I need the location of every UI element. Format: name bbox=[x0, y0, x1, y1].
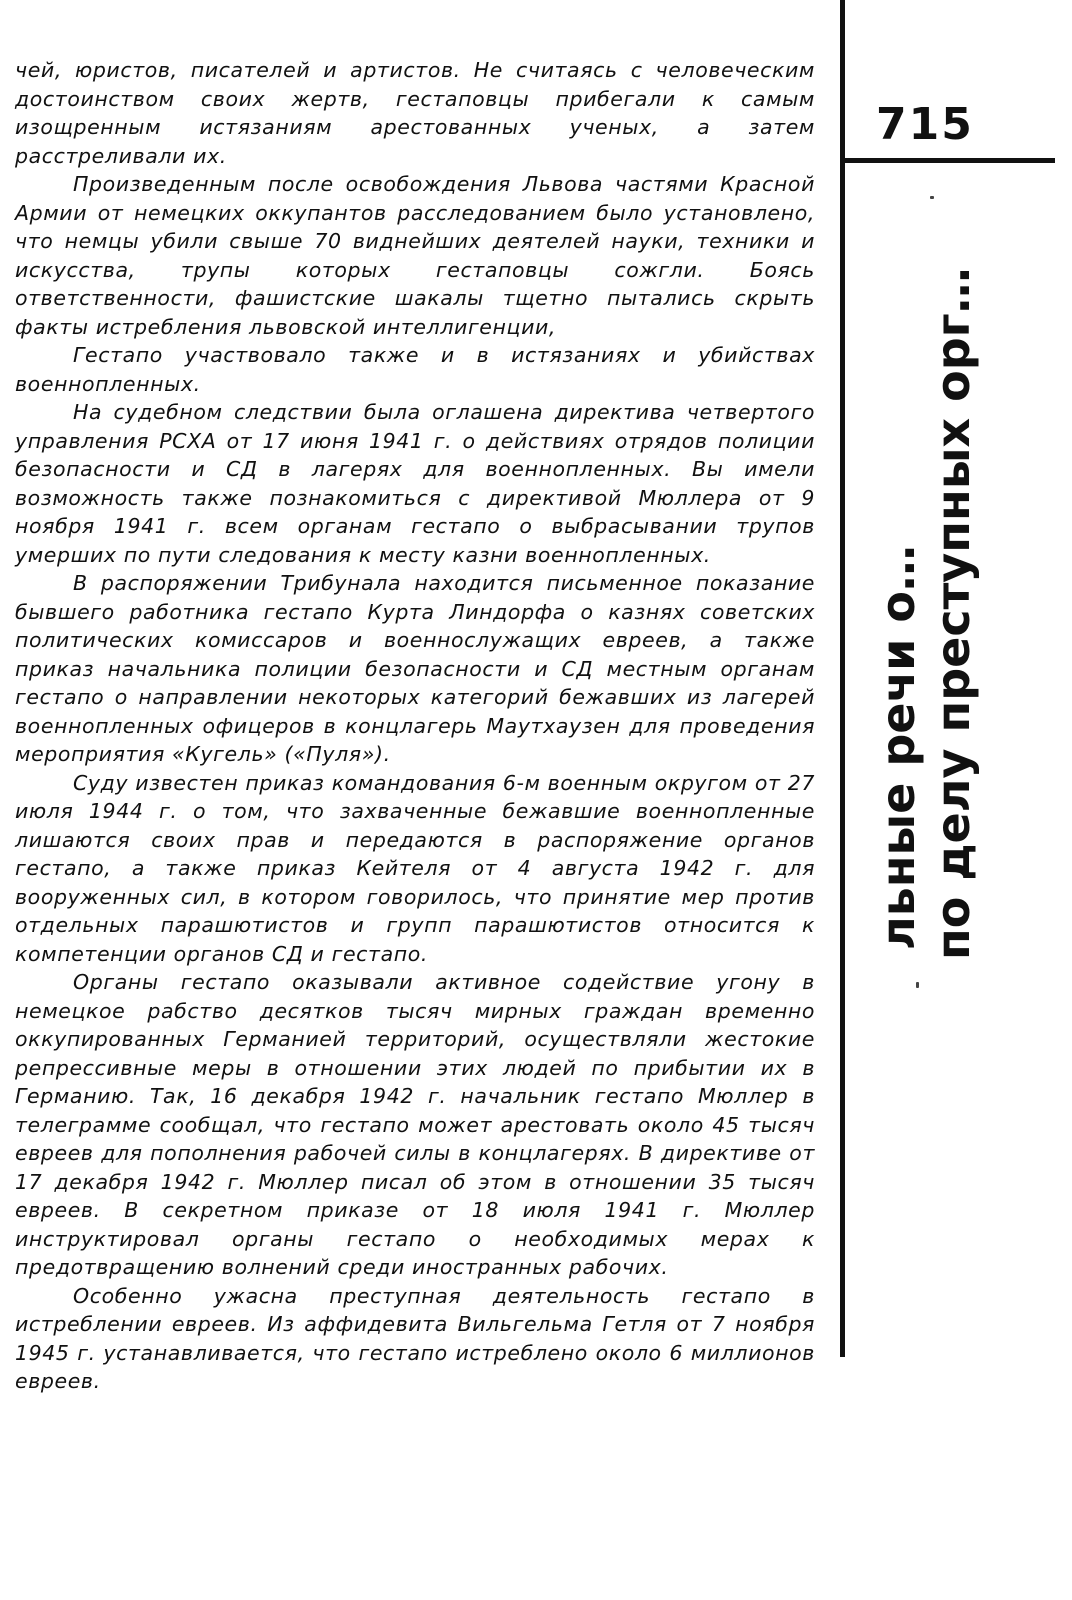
paragraph-1: чей, юристов, писателей и артистов. Не считаясь с человеческим достоинством своих жертв, гестаповцы прибегали к самым изощренным истязаниям арестованных ученых, а затем расстреливали их. bbox=[15, 58, 815, 168]
margin-vertical-rule bbox=[840, 0, 845, 1357]
body-text bbox=[15, 56, 815, 1396]
page-number-underline bbox=[845, 158, 1055, 163]
paragraph-2: Произведенным после освобождения Львова частями Красной Армии от немецких оккупантов расследованием было установлено, что немцы убили свыше 70 виднейших деятелей науки, техники и искусства, трупы которых гестаповцы сожгли. Боясь ответственности, фашистские шакалы тщетно пытались скрыть факты истребления львовской интеллигенции, bbox=[15, 172, 815, 339]
running-head bbox=[872, 180, 982, 960]
paragraph-5: В распоряжении Трибунала находится письменное показание бывшего работника гестапо Курта Линдорфа о казнях советских политических комиссаров и военнослужащих евреев, а также приказ начальника полиции безопасности и СД местным органам гестапо о направлении некоторых категорий бежавших из лагерей военнопленных офицеров в концлагерь Маутхаузен для проведения мероприятия «Кугель» («Пуля»). bbox=[15, 571, 815, 766]
paragraph-8: Особенно ужасна преступная деятельность гестапо в истреблении евреев. Из аффидевита Вильгельма Гетля от 7 ноября 1945 г. устанавливается, что гестапо истреблено около 6 миллионов евреев. bbox=[15, 1283, 815, 1393]
print-speck bbox=[930, 196, 934, 199]
paragraph-3: Гестапо участвовало также и в истязаниях и убийствах военнопленных. bbox=[15, 343, 815, 396]
paragraph-6: Суду известен приказ командования 6-м военным округом от 27 июля 1944 г. о том, что захваченные бежавшие военнопленные лишаются своих прав и передаются в распоряжение органов гестапо, а также приказ Кейтеля от 4 августа 1942 г. для вооруженных сил, в котором говорилось, что принятие мер против отдельных парашютистов и групп парашютистов относится к компетенции органов СД и гестапо. bbox=[15, 770, 815, 966]
paragraph-4: На судебном следствии была оглашена директива четвертого управления РСХА от 17 июня 1941 г. о действиях отрядов полиции безопасности и СД в лагерях для военнопленных. Вы имели возможность также познакомиться с директивой Мюллера от 9 ноября 1941 г. всем органам гестапо о выбрасывании трупов умерших по пути следования к месту казни военнопленных. bbox=[15, 400, 815, 567]
print-speck bbox=[916, 982, 919, 988]
running-head-line-1: льные речи о… bbox=[871, 545, 925, 950]
running-head-line-2: по делу преступных орг… bbox=[926, 267, 980, 960]
paragraph-7: Органы гестапо оказывали активное содействие угону в немецкое рабство десятков тысяч мирных граждан временно оккупированных Германией территорий, осуществляли жестокие репрессивные меры в отношении этих людей по прибытии их в Германию. Так, 16 декабря 1942 г. начальник гестапо Мюллер в телеграмме сообщал, что гестапо может арестовать около 45 тысяч евреев для пополнения рабочей силы в концлагерях. В директиве от 17 декабря 1942 г. Мюллер писал об этом в отношении 35 тысяч евреев. В секретном приказе от 18 июля 1941 г. Мюллер инструктировал органы гестапо о необходимых мерах к предотвращению волнений среди иностранных рабочих. bbox=[15, 970, 815, 1279]
page-number: 715 bbox=[876, 99, 974, 150]
